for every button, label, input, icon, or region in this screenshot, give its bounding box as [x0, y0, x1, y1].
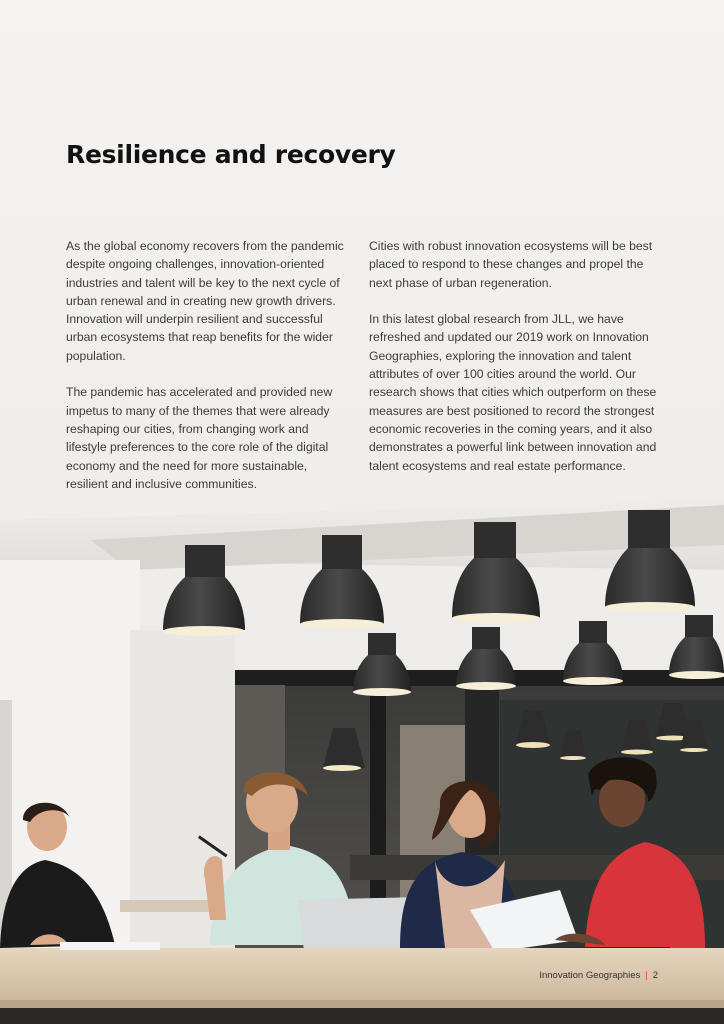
- right-text-column: [369, 237, 665, 493]
- paragraph: In this latest global research from JLL, we have refreshed and updated our 2019 work on Innovation Geographies, exploring the innovation and talent attributes of over 100 cities around the world. Our research shows that cities which outperform on these measures are best positioned to record the strongest economic recoveries in the coming years, and it also demonstrates a powerful link between innovation and talent ecosystems and real estate performance.: [369, 312, 657, 473]
- page-title: Resilience and recovery: [66, 140, 396, 169]
- page-number: 2: [652, 970, 658, 981]
- left-text-column: [66, 237, 348, 511]
- paragraph: The pandemic has accelerated and provided new impetus to many of the themes that were already reshaping our cities, from changing work and lifestyle preferences to the core role of the digital economy and the need for more sustainable, resilient and inclusive communities.: [66, 385, 333, 491]
- publication-name: Innovation Geographies: [539, 970, 641, 981]
- page-footer: [539, 970, 658, 981]
- paragraph: Cities with robust innovation ecosystems will be best placed to respond to these changes and propel the next phase of urban regeneration.: [369, 239, 653, 290]
- footer-separator: |: [645, 970, 648, 981]
- office-meeting-photo: [0, 500, 724, 1024]
- paragraph: As the global economy recovers from the pandemic despite ongoing challenges, innovation-oriented industries and talent will be key to the next cycle of urban renewal and in creating new growth drivers. Innovation will underpin resilient and successful urban ecosystems that reap benefits for the wider population.: [66, 239, 344, 363]
